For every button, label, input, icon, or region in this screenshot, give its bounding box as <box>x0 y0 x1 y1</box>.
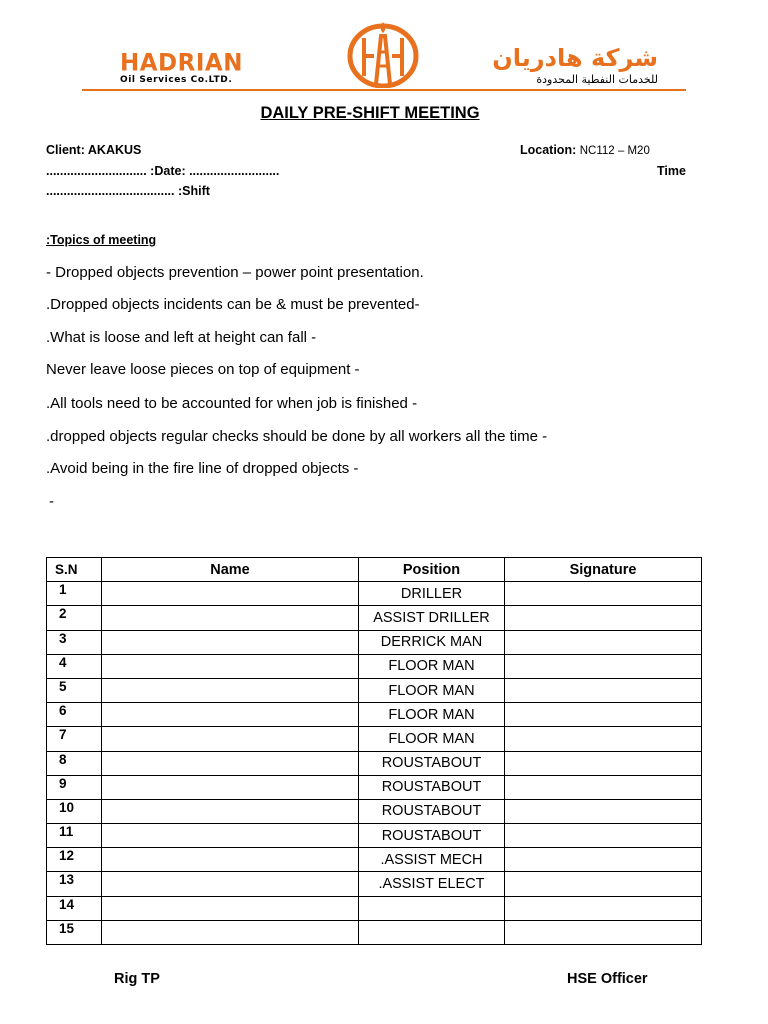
name-cell[interactable] <box>102 630 359 654</box>
location-value: NC112 – M20 <box>579 145 650 157</box>
position-cell: FLOOR MAN <box>359 703 505 727</box>
name-cell[interactable] <box>102 606 359 630</box>
signature-cell[interactable] <box>505 630 702 654</box>
header-divider <box>82 89 686 91</box>
header-name: Name <box>102 558 359 582</box>
row-sn: 2 <box>47 606 102 630</box>
signature-cell[interactable] <box>505 654 702 678</box>
topic-item: .All tools need to be accounted for when job is finished - <box>46 395 418 412</box>
signature-cell[interactable] <box>505 920 702 944</box>
position-cell: ROUSTABOUT <box>359 775 505 799</box>
name-cell[interactable] <box>102 582 359 606</box>
location-label: Location: <box>520 143 577 157</box>
row-sn: 15 <box>47 920 102 944</box>
signature-cell[interactable] <box>505 727 702 751</box>
topic-item: Never leave loose pieces on top of equipment - <box>46 361 360 378</box>
table-row <box>47 896 702 920</box>
signature-cell[interactable] <box>505 824 702 848</box>
name-cell[interactable] <box>102 775 359 799</box>
company-name-en: HADRIAN <box>120 49 243 77</box>
company-subtitle-en: Oil Services Co.LTD. <box>120 75 233 85</box>
oil-derrick-logo-icon <box>346 18 420 88</box>
table-row <box>47 630 702 654</box>
row-sn: 5 <box>47 678 102 702</box>
position-cell: ROUSTABOUT <box>359 824 505 848</box>
row-sn: 4 <box>47 654 102 678</box>
table-row <box>47 872 702 896</box>
row-sn: 11 <box>47 824 102 848</box>
table-row <box>47 824 702 848</box>
signature-cell[interactable] <box>505 751 702 775</box>
shift-line: ..................................... :Shift <box>46 184 210 198</box>
client-label: Client: AKAKUS <box>46 143 142 157</box>
position-cell: .ASSIST MECH <box>359 848 505 872</box>
row-sn: 8 <box>47 751 102 775</box>
header-position: Position <box>359 558 505 582</box>
table-row <box>47 848 702 872</box>
hse-officer-label: HSE Officer <box>567 971 648 987</box>
table-row <box>47 678 702 702</box>
topic-item: .What is loose and left at height can fall - <box>46 329 317 346</box>
signature-cell[interactable] <box>505 896 702 920</box>
company-name-ar: شركة هادريان <box>492 44 658 72</box>
document-title: DAILY PRE-SHIFT MEETING <box>260 104 480 122</box>
header-sn: S.N <box>47 558 102 582</box>
location-field <box>520 143 650 157</box>
signature-cell[interactable] <box>505 872 702 896</box>
name-cell[interactable] <box>102 703 359 727</box>
attendance-table <box>46 557 702 945</box>
signature-cell[interactable] <box>505 799 702 823</box>
position-cell: DERRICK MAN <box>359 630 505 654</box>
table-row <box>47 775 702 799</box>
row-sn: 13 <box>47 872 102 896</box>
signature-cell[interactable] <box>505 678 702 702</box>
position-cell: DRILLER <box>359 582 505 606</box>
signature-cell[interactable] <box>505 606 702 630</box>
topic-item: .Dropped objects incidents can be & must be prevented- <box>46 296 420 313</box>
name-cell[interactable] <box>102 799 359 823</box>
company-subtitle-ar: للخدمات النفطية المحدودة <box>536 73 658 86</box>
table-row <box>47 920 702 944</box>
rig-tp-label: Rig TP <box>114 971 160 987</box>
row-sn: 14 <box>47 896 102 920</box>
signature-cell[interactable] <box>505 775 702 799</box>
name-cell[interactable] <box>102 678 359 702</box>
position-cell: ROUSTABOUT <box>359 751 505 775</box>
name-cell[interactable] <box>102 654 359 678</box>
table-row <box>47 703 702 727</box>
name-cell[interactable] <box>102 727 359 751</box>
position-cell: .ASSIST ELECT <box>359 872 505 896</box>
name-cell[interactable] <box>102 896 359 920</box>
row-sn: 1 <box>47 582 102 606</box>
name-cell[interactable] <box>102 872 359 896</box>
date-line: ............................. :Date: .......................... <box>46 164 280 178</box>
signature-cell[interactable] <box>505 703 702 727</box>
row-sn: 6 <box>47 703 102 727</box>
table-row <box>47 799 702 823</box>
topics-heading: :Topics of meeting <box>46 233 157 247</box>
position-cell: FLOOR MAN <box>359 678 505 702</box>
table-row <box>47 727 702 751</box>
row-sn: 3 <box>47 630 102 654</box>
signature-cell[interactable] <box>505 582 702 606</box>
name-cell[interactable] <box>102 751 359 775</box>
table-header-row <box>47 558 702 582</box>
signature-cell[interactable] <box>505 848 702 872</box>
topic-item: .dropped objects regular checks should be done by all workers all the time - <box>46 428 548 445</box>
position-cell: FLOOR MAN <box>359 727 505 751</box>
table-row <box>47 582 702 606</box>
row-sn: 10 <box>47 799 102 823</box>
header-signature: Signature <box>505 558 702 582</box>
row-sn: 9 <box>47 775 102 799</box>
position-cell: ASSIST DRILLER <box>359 606 505 630</box>
time-label: Time <box>657 164 686 178</box>
topic-item: - <box>49 493 54 510</box>
position-cell: FLOOR MAN <box>359 654 505 678</box>
table-row <box>47 606 702 630</box>
row-sn: 7 <box>47 727 102 751</box>
position-cell: ROUSTABOUT <box>359 799 505 823</box>
name-cell[interactable] <box>102 920 359 944</box>
name-cell[interactable] <box>102 848 359 872</box>
topic-item: - Dropped objects prevention – power point presentation. <box>46 264 424 281</box>
row-sn: 12 <box>47 848 102 872</box>
table-row <box>47 654 702 678</box>
table-row <box>47 751 702 775</box>
position-cell[interactable] <box>359 920 505 944</box>
topic-item: .Avoid being in the fire line of dropped objects - <box>46 460 359 477</box>
position-cell[interactable] <box>359 896 505 920</box>
name-cell[interactable] <box>102 824 359 848</box>
